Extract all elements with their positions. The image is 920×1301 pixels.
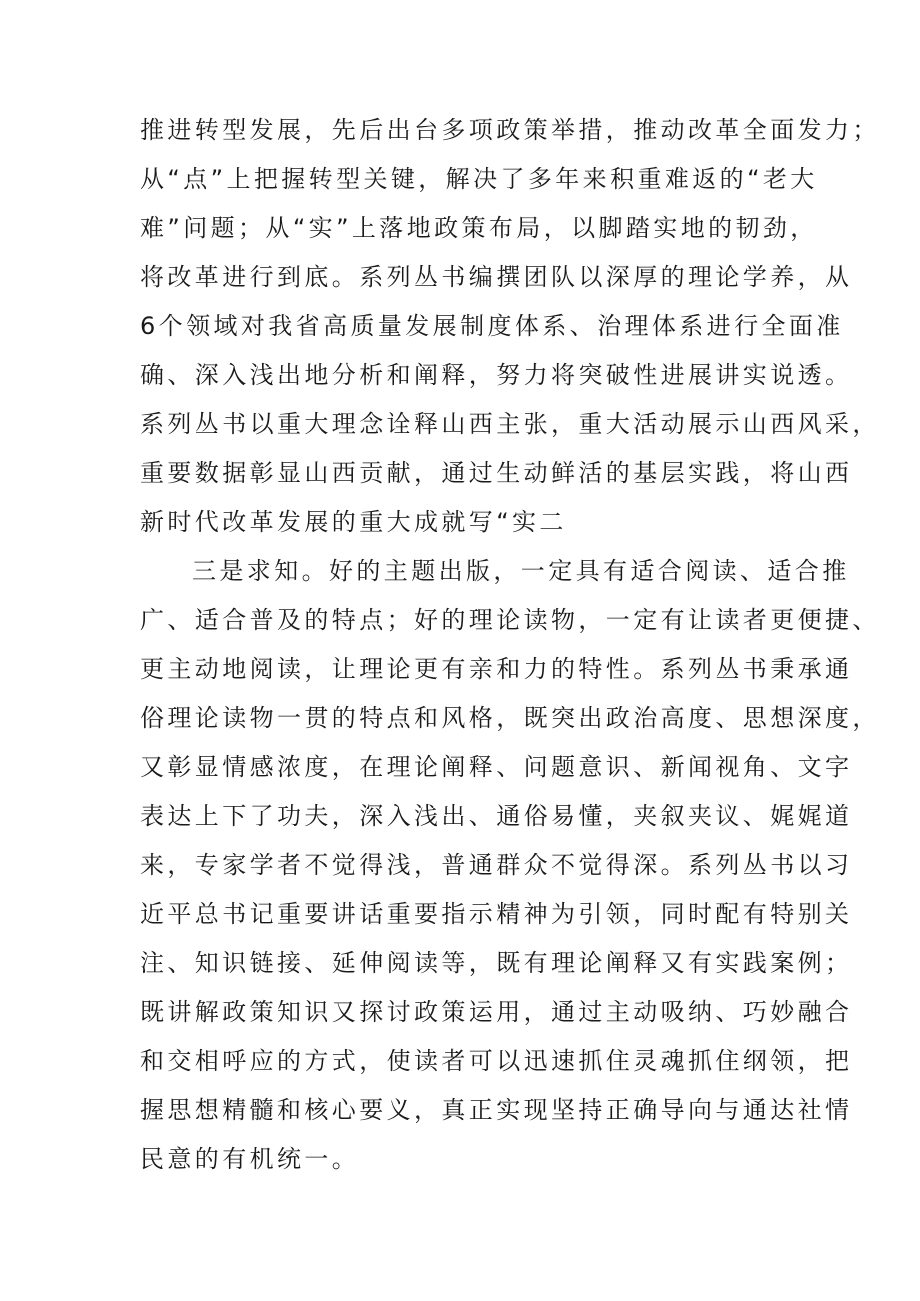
text-line: 表达上下了功夫，深入浅出、通俗易懂，夹叙夹议、娓娓道 <box>140 802 853 830</box>
text-line: 广、适合普及的特点；好的理论读物，一定有让读者更便捷、 <box>140 606 880 634</box>
text-line: 又彰显情感浓度，在理论阐释、问题意识、新闻视角、文字 <box>140 753 853 781</box>
text-line: 6个领域对我省高质量发展制度体系、治理体系进行全面准 <box>140 312 844 340</box>
paragraph-first-line: 三是求知。好的主题出版，一定具有适合阅读、适合推 <box>192 557 850 585</box>
text-line: 推进转型发展，先后出台多项政策举措，推动改革全面发力； <box>140 116 880 144</box>
text-line: 系列丛书以重大理念诠释山西主张，重大活动展示山西风采， <box>140 410 880 438</box>
text-line: 近平总书记重要讲话重要指示精神为引领，同时配有特别关 <box>140 900 853 928</box>
text-line: 确、深入浅出地分析和阐释，努力将突破性进展讲实说透。 <box>140 361 853 389</box>
text-line: 重要数据彰显山西贡献，通过生动鲜活的基层实践，将山西 <box>140 459 853 487</box>
text-line: 握思想精髓和核心要义，真正实现坚持正确导向与通达社情 <box>140 1096 853 1124</box>
text-line: 民意的有机统一。 <box>140 1145 360 1173</box>
text-line: 从“点”上把握转型关键，解决了多年来积重难返的“老大 <box>140 165 818 193</box>
text-line: 更主动地阅读，让理论更有亲和力的特性。系列丛书秉承通 <box>140 655 853 683</box>
text-line: 将改革进行到底。系列丛书编撰团队以深厚的理论学养，从 <box>140 263 853 291</box>
text-line: 来，专家学者不觉得浅，普通群众不觉得深。系列丛书以习 <box>140 851 853 879</box>
text-line: 既讲解政策知识又探讨政策运用，通过主动吸纳、巧妙融合 <box>140 998 853 1026</box>
text-line: 注、知识链接、延伸阅读等，既有理论阐释又有实践案例； <box>140 949 853 977</box>
text-line: 难”问题；从“实”上落地政策布局，以脚踏实地的韧劲， <box>140 214 818 242</box>
text-line: 和交相呼应的方式，使读者可以迅速抓住灵魂抓住纲领，把 <box>140 1047 853 1075</box>
text-line: 新时代改革发展的重大成就写“实二 <box>140 508 567 536</box>
text-line: 俗理论读物一贯的特点和风格，既突出政治高度、思想深度， <box>140 704 880 732</box>
